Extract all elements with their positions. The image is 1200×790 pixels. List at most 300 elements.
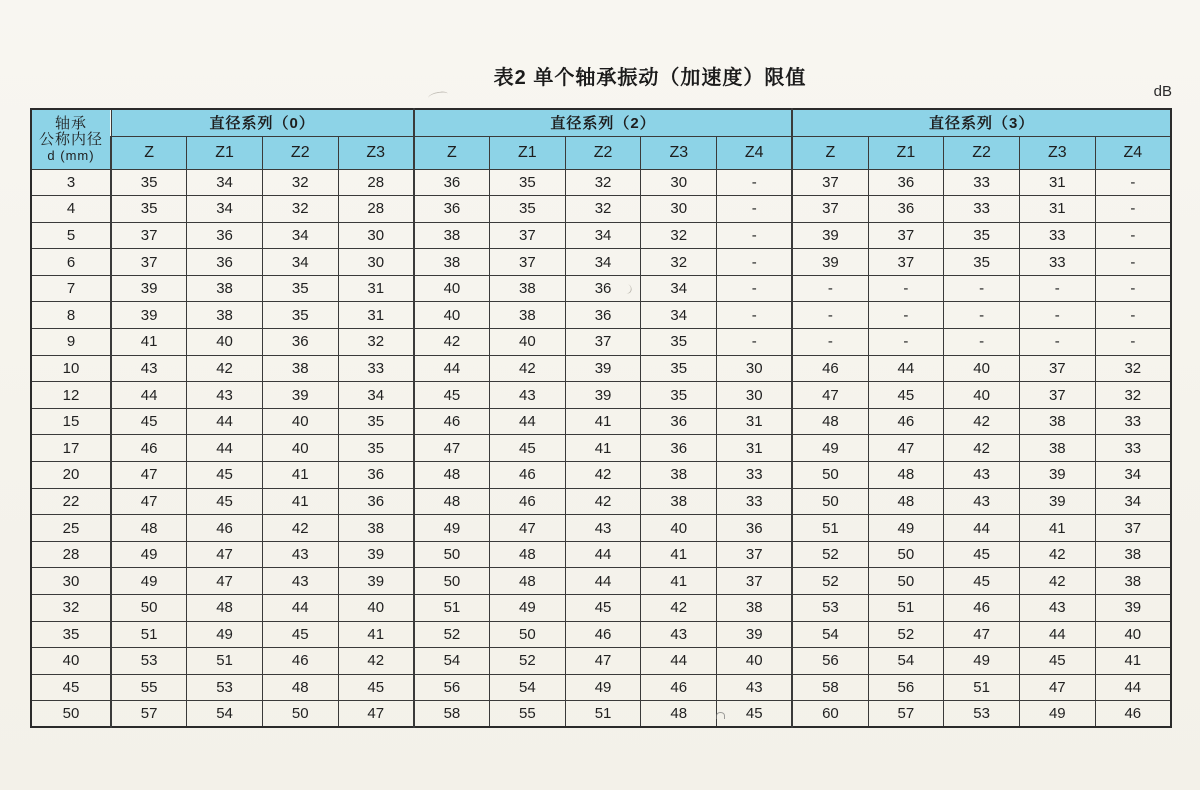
cell-limit-value: 36 [868, 196, 944, 223]
col-header-z1-group0: Z1 [187, 136, 263, 169]
cell-bore-diameter: 40 [31, 648, 111, 675]
cell-limit-value: 43 [111, 355, 187, 382]
cell-limit-value: 35 [641, 382, 717, 409]
cell-limit-value: 43 [262, 568, 338, 595]
cell-limit-value: 34 [338, 382, 414, 409]
cell-limit-value: 33 [1019, 249, 1095, 276]
cell-limit-value: 30 [338, 222, 414, 249]
cell-limit-value: 34 [262, 249, 338, 276]
cell-limit-value: 38 [187, 275, 263, 302]
cell-limit-value: - [868, 302, 944, 329]
cell-limit-value: 53 [187, 674, 263, 701]
cell-limit-value: 35 [490, 196, 566, 223]
cell-limit-value: 37 [792, 196, 868, 223]
cell-limit-value: 48 [868, 488, 944, 515]
cell-limit-value: 47 [338, 701, 414, 728]
unit-label: dB [1153, 83, 1172, 100]
cell-limit-value: 49 [565, 674, 641, 701]
cell-limit-value: - [717, 249, 793, 276]
cell-limit-value: 50 [792, 462, 868, 489]
cell-limit-value: 37 [565, 329, 641, 356]
cell-limit-value: - [1095, 275, 1171, 302]
cell-limit-value: 50 [111, 595, 187, 622]
cell-limit-value: 32 [641, 249, 717, 276]
corner-line-1: 轴承 [54, 114, 87, 132]
cell-limit-value: 44 [1095, 674, 1171, 701]
cell-limit-value: 42 [944, 408, 1020, 435]
cell-limit-value: 40 [717, 648, 793, 675]
cell-limit-value: 48 [262, 674, 338, 701]
cell-limit-value: 40 [338, 595, 414, 622]
cell-limit-value: 36 [868, 169, 944, 196]
cell-limit-value: 34 [565, 249, 641, 276]
cell-limit-value: 42 [1019, 541, 1095, 568]
cell-limit-value: 34 [1095, 488, 1171, 515]
cell-limit-value: 38 [641, 488, 717, 515]
scan-artifact [428, 91, 449, 102]
table-row [31, 275, 1171, 302]
table-row [31, 488, 1171, 515]
cell-limit-value: - [792, 329, 868, 356]
cell-limit-value: 45 [490, 435, 566, 462]
cell-limit-value: 49 [944, 648, 1020, 675]
cell-limit-value: 46 [868, 408, 944, 435]
cell-limit-value: 38 [1095, 541, 1171, 568]
cell-limit-value: 45 [565, 595, 641, 622]
cell-limit-value: 45 [944, 568, 1020, 595]
cell-limit-value: 46 [490, 488, 566, 515]
col-header-z4-group1: Z4 [717, 136, 793, 169]
cell-bore-diameter: 9 [31, 329, 111, 356]
cell-limit-value: 33 [338, 355, 414, 382]
cell-limit-value: 33 [1019, 222, 1095, 249]
cell-limit-value: 54 [414, 648, 490, 675]
cell-limit-value: 41 [565, 408, 641, 435]
cell-limit-value: 39 [111, 302, 187, 329]
cell-limit-value: 46 [490, 462, 566, 489]
cell-limit-value: 37 [792, 169, 868, 196]
table-row [31, 249, 1171, 276]
table-body [31, 169, 1171, 727]
cell-limit-value: 36 [414, 196, 490, 223]
col-header-z-group0: Z [111, 136, 187, 169]
cell-bore-diameter: 5 [31, 222, 111, 249]
cell-limit-value: 54 [490, 674, 566, 701]
cell-bore-diameter: 32 [31, 595, 111, 622]
cell-limit-value: 28 [338, 169, 414, 196]
cell-limit-value: 44 [565, 568, 641, 595]
cell-limit-value: 47 [792, 382, 868, 409]
table-row [31, 408, 1171, 435]
cell-limit-value: - [1019, 329, 1095, 356]
cell-limit-value: 37 [1019, 355, 1095, 382]
cell-limit-value: 40 [414, 275, 490, 302]
cell-limit-value: 36 [565, 275, 641, 302]
column-letters-row [31, 136, 1171, 169]
table-row [31, 648, 1171, 675]
cell-limit-value: 35 [338, 435, 414, 462]
cell-limit-value: 52 [792, 541, 868, 568]
cell-limit-value: 47 [1019, 674, 1095, 701]
cell-limit-value: 51 [111, 621, 187, 648]
cell-bore-diameter: 3 [31, 169, 111, 196]
cell-limit-value: 45 [944, 541, 1020, 568]
bearing-vibration-limits-table [30, 108, 1172, 728]
cell-limit-value: 49 [111, 541, 187, 568]
cell-limit-value: 31 [338, 275, 414, 302]
cell-limit-value: - [1019, 302, 1095, 329]
cell-limit-value: - [792, 275, 868, 302]
cell-limit-value: 39 [792, 222, 868, 249]
cell-limit-value: 38 [187, 302, 263, 329]
cell-limit-value: 34 [262, 222, 338, 249]
cell-limit-value: 35 [944, 249, 1020, 276]
cell-limit-value: 34 [641, 302, 717, 329]
cell-bore-diameter: 30 [31, 568, 111, 595]
cell-limit-value: - [1095, 169, 1171, 196]
cell-limit-value: 41 [641, 541, 717, 568]
cell-limit-value: 32 [262, 196, 338, 223]
cell-limit-value: 36 [187, 222, 263, 249]
cell-limit-value: 43 [944, 462, 1020, 489]
cell-limit-value: 47 [187, 541, 263, 568]
cell-limit-value: 39 [565, 382, 641, 409]
cell-limit-value: 48 [792, 408, 868, 435]
cell-limit-value: 33 [944, 196, 1020, 223]
cell-limit-value: 36 [641, 408, 717, 435]
cell-limit-value: 34 [1095, 462, 1171, 489]
cell-bore-diameter: 50 [31, 701, 111, 728]
cell-limit-value: 57 [868, 701, 944, 728]
cell-limit-value: 36 [187, 249, 263, 276]
cell-limit-value: 51 [792, 515, 868, 542]
cell-limit-value: - [868, 275, 944, 302]
cell-limit-value: - [792, 302, 868, 329]
cell-limit-value: 38 [1019, 408, 1095, 435]
cell-limit-value: 49 [414, 515, 490, 542]
table-row [31, 701, 1171, 728]
cell-limit-value: 38 [414, 222, 490, 249]
cell-limit-value: 40 [262, 435, 338, 462]
cell-limit-value: 40 [414, 302, 490, 329]
cell-limit-value: - [944, 329, 1020, 356]
cell-bore-diameter: 15 [31, 408, 111, 435]
cell-limit-value: 30 [641, 169, 717, 196]
cell-limit-value: 47 [868, 435, 944, 462]
cell-bore-diameter: 25 [31, 515, 111, 542]
cell-limit-value: 30 [641, 196, 717, 223]
cell-limit-value: 37 [111, 222, 187, 249]
cell-limit-value: 43 [187, 382, 263, 409]
cell-limit-value: - [1095, 249, 1171, 276]
group-header-series-0: 直径系列（0） [111, 109, 414, 136]
cell-limit-value: 42 [641, 595, 717, 622]
cell-limit-value: 56 [414, 674, 490, 701]
cell-limit-value: 35 [490, 169, 566, 196]
cell-limit-value: 37 [717, 568, 793, 595]
cell-limit-value: 36 [641, 435, 717, 462]
table-row [31, 541, 1171, 568]
group-header-series-3: 直径系列（3） [792, 109, 1171, 136]
cell-limit-value: 31 [1019, 196, 1095, 223]
cell-limit-value: 58 [414, 701, 490, 728]
cell-limit-value: 50 [792, 488, 868, 515]
cell-limit-value: 56 [792, 648, 868, 675]
table-row [31, 355, 1171, 382]
cell-limit-value: 48 [111, 515, 187, 542]
cell-limit-value: 48 [414, 462, 490, 489]
cell-bore-diameter: 6 [31, 249, 111, 276]
cell-limit-value: 43 [490, 382, 566, 409]
table-row [31, 329, 1171, 356]
cell-limit-value: 41 [338, 621, 414, 648]
col-header-z-group2: Z [792, 136, 868, 169]
cell-limit-value: 30 [717, 382, 793, 409]
cell-limit-value: 43 [565, 515, 641, 542]
cell-limit-value: 36 [338, 462, 414, 489]
cell-limit-value: 33 [944, 169, 1020, 196]
cell-limit-value: 35 [262, 302, 338, 329]
cell-limit-value: 45 [717, 701, 793, 728]
cell-limit-value: 47 [565, 648, 641, 675]
cell-limit-value: 37 [111, 249, 187, 276]
cell-limit-value: 50 [262, 701, 338, 728]
cell-limit-value: 52 [490, 648, 566, 675]
cell-limit-value: 38 [338, 515, 414, 542]
cell-limit-value: 39 [338, 541, 414, 568]
cell-limit-value: 44 [262, 595, 338, 622]
cell-limit-value: 45 [187, 462, 263, 489]
cell-limit-value: 55 [111, 674, 187, 701]
cell-bore-diameter: 45 [31, 674, 111, 701]
cell-limit-value: 53 [111, 648, 187, 675]
cell-limit-value: 50 [868, 541, 944, 568]
cell-limit-value: 35 [641, 355, 717, 382]
cell-limit-value: 40 [944, 355, 1020, 382]
cell-limit-value: - [1095, 329, 1171, 356]
cell-limit-value: 50 [490, 621, 566, 648]
cell-limit-value: 40 [262, 408, 338, 435]
cell-limit-value: 37 [1095, 515, 1171, 542]
cell-limit-value: 47 [111, 462, 187, 489]
cell-limit-value: 35 [641, 329, 717, 356]
cell-limit-value: 38 [1095, 568, 1171, 595]
cell-limit-value: 36 [338, 488, 414, 515]
cell-limit-value: 42 [187, 355, 263, 382]
cell-limit-value: 49 [111, 568, 187, 595]
cell-limit-value: 49 [792, 435, 868, 462]
table-row [31, 674, 1171, 701]
cell-limit-value: 46 [944, 595, 1020, 622]
cell-limit-value: 44 [187, 435, 263, 462]
cell-limit-value: 38 [1019, 435, 1095, 462]
cell-limit-value: 37 [490, 249, 566, 276]
cell-limit-value: 47 [111, 488, 187, 515]
table-row [31, 462, 1171, 489]
cell-limit-value: 54 [187, 701, 263, 728]
cell-limit-value: 35 [262, 275, 338, 302]
table-row [31, 222, 1171, 249]
cell-limit-value: 39 [565, 355, 641, 382]
cell-limit-value: 37 [868, 249, 944, 276]
cell-limit-value: - [944, 302, 1020, 329]
cell-limit-value: 32 [338, 329, 414, 356]
col-header-z2-group2: Z2 [944, 136, 1020, 169]
cell-limit-value: 31 [1019, 169, 1095, 196]
cell-limit-value: - [717, 302, 793, 329]
cell-limit-value: 51 [187, 648, 263, 675]
cell-limit-value: 35 [944, 222, 1020, 249]
cell-limit-value: 40 [1095, 621, 1171, 648]
col-header-z4-group2: Z4 [1095, 136, 1171, 169]
cell-limit-value: 44 [414, 355, 490, 382]
cell-limit-value: 30 [717, 355, 793, 382]
cell-limit-value: 42 [565, 488, 641, 515]
cell-limit-value: 43 [1019, 595, 1095, 622]
cell-limit-value: 45 [1019, 648, 1095, 675]
table-row [31, 621, 1171, 648]
cell-limit-value: 43 [944, 488, 1020, 515]
cell-limit-value: 44 [868, 355, 944, 382]
cell-limit-value: 52 [414, 621, 490, 648]
cell-limit-value: 45 [262, 621, 338, 648]
cell-limit-value: 42 [565, 462, 641, 489]
cell-limit-value: 33 [717, 488, 793, 515]
cell-limit-value: 44 [111, 382, 187, 409]
corner-line-3: d (mm) [47, 147, 95, 163]
cell-limit-value: 41 [262, 488, 338, 515]
table-row [31, 169, 1171, 196]
cell-limit-value: 39 [1019, 462, 1095, 489]
cell-limit-value: 38 [490, 275, 566, 302]
cell-limit-value: 42 [262, 515, 338, 542]
cell-limit-value: - [1019, 275, 1095, 302]
cell-limit-value: 50 [414, 568, 490, 595]
cell-limit-value: 47 [414, 435, 490, 462]
cell-limit-value: 34 [565, 222, 641, 249]
cell-limit-value: 53 [792, 595, 868, 622]
cell-limit-value: 46 [565, 621, 641, 648]
cell-limit-value: 45 [338, 674, 414, 701]
cell-limit-value: 43 [262, 541, 338, 568]
cell-limit-value: 30 [338, 249, 414, 276]
col-header-z3-group0: Z3 [338, 136, 414, 169]
cell-limit-value: 38 [262, 355, 338, 382]
cell-limit-value: - [717, 196, 793, 223]
cell-bore-diameter: 35 [31, 621, 111, 648]
cell-limit-value: 46 [1095, 701, 1171, 728]
cell-limit-value: 42 [338, 648, 414, 675]
cell-bore-diameter: 17 [31, 435, 111, 462]
group-header-series-2: 直径系列（2） [414, 109, 793, 136]
col-header-z-group1: Z [414, 136, 490, 169]
cell-limit-value: 60 [792, 701, 868, 728]
cell-limit-value: 34 [187, 196, 263, 223]
cell-bore-diameter: 20 [31, 462, 111, 489]
cell-bore-diameter: 10 [31, 355, 111, 382]
cell-limit-value: 45 [111, 408, 187, 435]
cell-limit-value: 35 [111, 196, 187, 223]
cell-bore-diameter: 8 [31, 302, 111, 329]
cell-limit-value: - [1095, 302, 1171, 329]
cell-limit-value: 34 [641, 275, 717, 302]
cell-limit-value: 51 [944, 674, 1020, 701]
cell-limit-value: 49 [1019, 701, 1095, 728]
cell-limit-value: 49 [868, 515, 944, 542]
cell-limit-value: - [717, 169, 793, 196]
cell-limit-value: 33 [717, 462, 793, 489]
cell-limit-value: 54 [868, 648, 944, 675]
cell-limit-value: 39 [717, 621, 793, 648]
cell-limit-value: - [1095, 222, 1171, 249]
cell-bore-diameter: 12 [31, 382, 111, 409]
cell-limit-value: 40 [187, 329, 263, 356]
cell-limit-value: 41 [1019, 515, 1095, 542]
cell-limit-value: 48 [641, 701, 717, 728]
table-title: 表2 单个轴承振动（加速度）限值 [493, 67, 807, 89]
cell-limit-value: 45 [187, 488, 263, 515]
cell-limit-value: 43 [641, 621, 717, 648]
cell-limit-value: 42 [490, 355, 566, 382]
cell-limit-value: 33 [1095, 435, 1171, 462]
cell-limit-value: 37 [1019, 382, 1095, 409]
cell-limit-value: 36 [262, 329, 338, 356]
cell-limit-value: 38 [717, 595, 793, 622]
cell-limit-value: 41 [565, 435, 641, 462]
cell-limit-value: 36 [717, 515, 793, 542]
cell-limit-value: 46 [262, 648, 338, 675]
table-row [31, 515, 1171, 542]
cell-limit-value: 44 [1019, 621, 1095, 648]
cell-limit-value: 35 [338, 408, 414, 435]
cell-limit-value: 39 [1019, 488, 1095, 515]
cell-limit-value: 51 [565, 701, 641, 728]
cell-bore-diameter: 28 [31, 541, 111, 568]
cell-limit-value: 38 [490, 302, 566, 329]
cell-limit-value: 39 [111, 275, 187, 302]
table-row [31, 568, 1171, 595]
cell-limit-value: 32 [641, 222, 717, 249]
cell-limit-value: 50 [868, 568, 944, 595]
cell-limit-value: 53 [944, 701, 1020, 728]
col-header-z3-group2: Z3 [1019, 136, 1095, 169]
cell-limit-value: 39 [262, 382, 338, 409]
cell-limit-value: 39 [1095, 595, 1171, 622]
cell-limit-value: 56 [868, 674, 944, 701]
cell-limit-value: 37 [868, 222, 944, 249]
col-header-z1-group2: Z1 [868, 136, 944, 169]
cell-limit-value: 28 [338, 196, 414, 223]
cell-limit-value: 31 [338, 302, 414, 329]
cell-limit-value: 47 [944, 621, 1020, 648]
cell-limit-value: 44 [187, 408, 263, 435]
cell-limit-value: 49 [187, 621, 263, 648]
col-header-z3-group1: Z3 [641, 136, 717, 169]
cell-limit-value: 40 [490, 329, 566, 356]
cell-limit-value: 48 [868, 462, 944, 489]
cell-limit-value: 32 [565, 169, 641, 196]
cell-limit-value: 46 [111, 435, 187, 462]
cell-limit-value: 34 [187, 169, 263, 196]
col-header-z2-group1: Z2 [565, 136, 641, 169]
cell-limit-value: 40 [944, 382, 1020, 409]
cell-limit-value: 32 [565, 196, 641, 223]
cell-limit-value: 37 [490, 222, 566, 249]
corner-line-2: 公称内径 [38, 131, 103, 149]
cell-limit-value: 57 [111, 701, 187, 728]
cell-limit-value: - [868, 329, 944, 356]
cell-bore-diameter: 4 [31, 196, 111, 223]
